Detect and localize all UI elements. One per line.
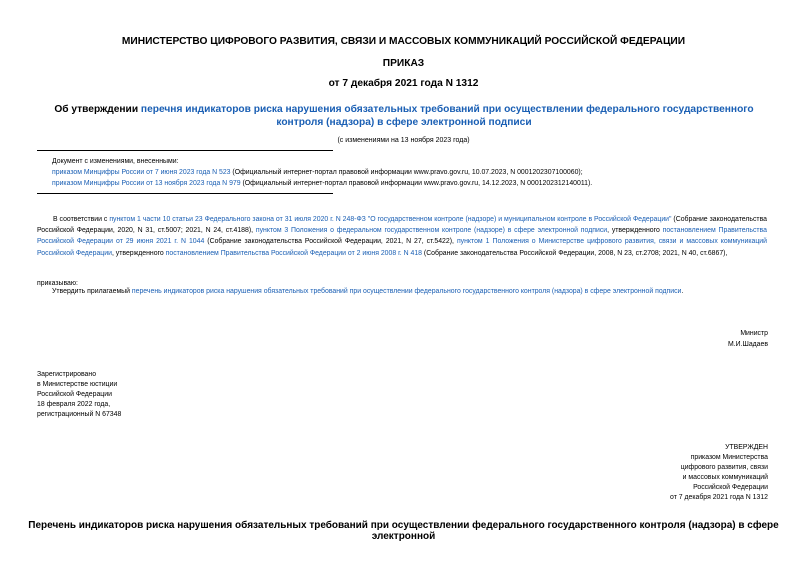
basis-link-law[interactable]: пунктом 1 части 10 статьи 23 Федерального закона от 31 июля 2020 г. N 248-ФЗ "О государственном контроле (надзоре) и муниципальном контроле в Российской Федерации" bbox=[109, 216, 672, 223]
registration-line: Зарегистрировано bbox=[37, 371, 97, 378]
approve-link[interactable]: перечень индикаторов риска нарушения обязательных требований при осуществлении федерального государственного контроля (надзора) в сфере электронной подписи bbox=[131, 288, 682, 295]
divider-top bbox=[37, 150, 333, 151]
approve-item bbox=[52, 288, 792, 295]
document-change-item bbox=[52, 178, 792, 189]
divider-bottom bbox=[37, 193, 333, 194]
changes-note: (с изменениями на 13 ноября 2023 года) bbox=[337, 137, 470, 144]
basis-paragraph bbox=[37, 214, 767, 259]
approved-block bbox=[670, 443, 768, 503]
title-prefix: Об утверждении bbox=[54, 104, 141, 115]
signature-position: Министр bbox=[740, 330, 768, 337]
registration-line: регистрационный N 67348 bbox=[37, 411, 122, 418]
registration-line: в Министерстве юстиции bbox=[37, 381, 118, 388]
basis-text-4: (Собрание законодательства Российской Федерации, 2021, N 27, ст.5422), bbox=[204, 238, 457, 246]
registration-line: 18 февраля 2022 года, bbox=[37, 401, 111, 408]
approved-line: цифрового развития, связи bbox=[680, 464, 768, 471]
change-link-2[interactable]: приказом Минцифры России от 13 ноября 2023 года N 979 bbox=[52, 180, 241, 187]
registration-line: Российской Федерации bbox=[37, 391, 112, 398]
registration-block bbox=[37, 370, 121, 420]
ministry-name: МИНИСТЕРСТВО ЦИФРОВОГО РАЗВИТИЯ, СВЯЗИ И МАССОВЫХ КОММУНИКАЦИЙ РОССИЙСКОЙ ФЕДЕРАЦИИ bbox=[121, 36, 686, 47]
change-link-1[interactable]: приказом Минцифры России от 7 июня 2023 года N 523 bbox=[52, 169, 231, 176]
list-title: Перечень индикаторов риска нарушения обязательных требований при осуществлении федерального государственного контроля (надзора) в сфере электронной bbox=[28, 520, 779, 542]
document-title bbox=[48, 103, 760, 129]
basis-link-resolution-1044[interactable]: постановлением Правительства Российской Федерации от 29 июня 2021 г. N 1044 bbox=[37, 227, 767, 246]
document-changes-heading: Документ с изменениями, внесенными: bbox=[52, 158, 179, 165]
document-type: ПРИКАЗ bbox=[382, 58, 425, 69]
basis-link-ministry-regulation[interactable]: пунктом 1 Положения о Министерстве цифрового развития, связи и массовых коммуникаций Российской Федерации bbox=[37, 238, 767, 257]
signature-name: М.И.Шадаев bbox=[727, 341, 768, 348]
approved-line: приказом Министерства bbox=[690, 454, 768, 461]
approve-text-1: Утвердить прилагаемый bbox=[52, 288, 132, 295]
basis-text-1: В соответствии с bbox=[53, 216, 110, 223]
approved-line: от 7 декабря 2021 года N 1312 bbox=[670, 494, 768, 501]
basis-link-regulation[interactable]: пунктом 3 Положения о федеральном государственном контроле (надзоре) в сфере электронной подписи bbox=[255, 227, 608, 235]
signature-block bbox=[728, 328, 768, 350]
basis-text-2: (Собрание законодательства Российской Федерации, 2020, N 31, ст.5007; 2021, N 24, ст.4188), bbox=[37, 216, 768, 235]
order-word: приказываю: bbox=[37, 280, 78, 287]
basis-text-6: (Собрание законодательства Российской Федерации, 2008, N 23, ст.2708; 2021, N 40, ст.6867), bbox=[421, 249, 728, 257]
basis-text-5: , утвержденного bbox=[111, 249, 166, 257]
change-text-1: (Официальный интернет-портал правовой информации www.pravo.gov.ru, 10.07.2023, N 0001202307100060); bbox=[230, 169, 583, 176]
change-text-2: (Официальный интернет-портал правовой информации www.pravo.gov.ru, 14.12.2023, N 0001202312140011). bbox=[240, 180, 593, 187]
basis-link-resolution-418[interactable]: постановлением Правительства Российской Федерации от 2 июня 2008 г. N 418 bbox=[165, 249, 422, 257]
title-link[interactable]: перечня индикаторов риска нарушения обязательных требований при осуществлении федерального государственного контроля (надзора) в сфере электронной подписи bbox=[140, 104, 754, 128]
approved-line: Российской Федерации bbox=[693, 484, 768, 491]
approved-line: УТВЕРЖДЕН bbox=[725, 444, 768, 451]
document-change-item bbox=[52, 167, 792, 178]
approved-line: и массовых коммуникаций bbox=[682, 474, 768, 481]
basis-text-3: , утвержденного bbox=[607, 227, 663, 235]
document-changes bbox=[52, 156, 792, 189]
document-date-number: от 7 декабря 2021 года N 1312 bbox=[328, 78, 479, 89]
approve-text-2: . bbox=[681, 288, 684, 295]
